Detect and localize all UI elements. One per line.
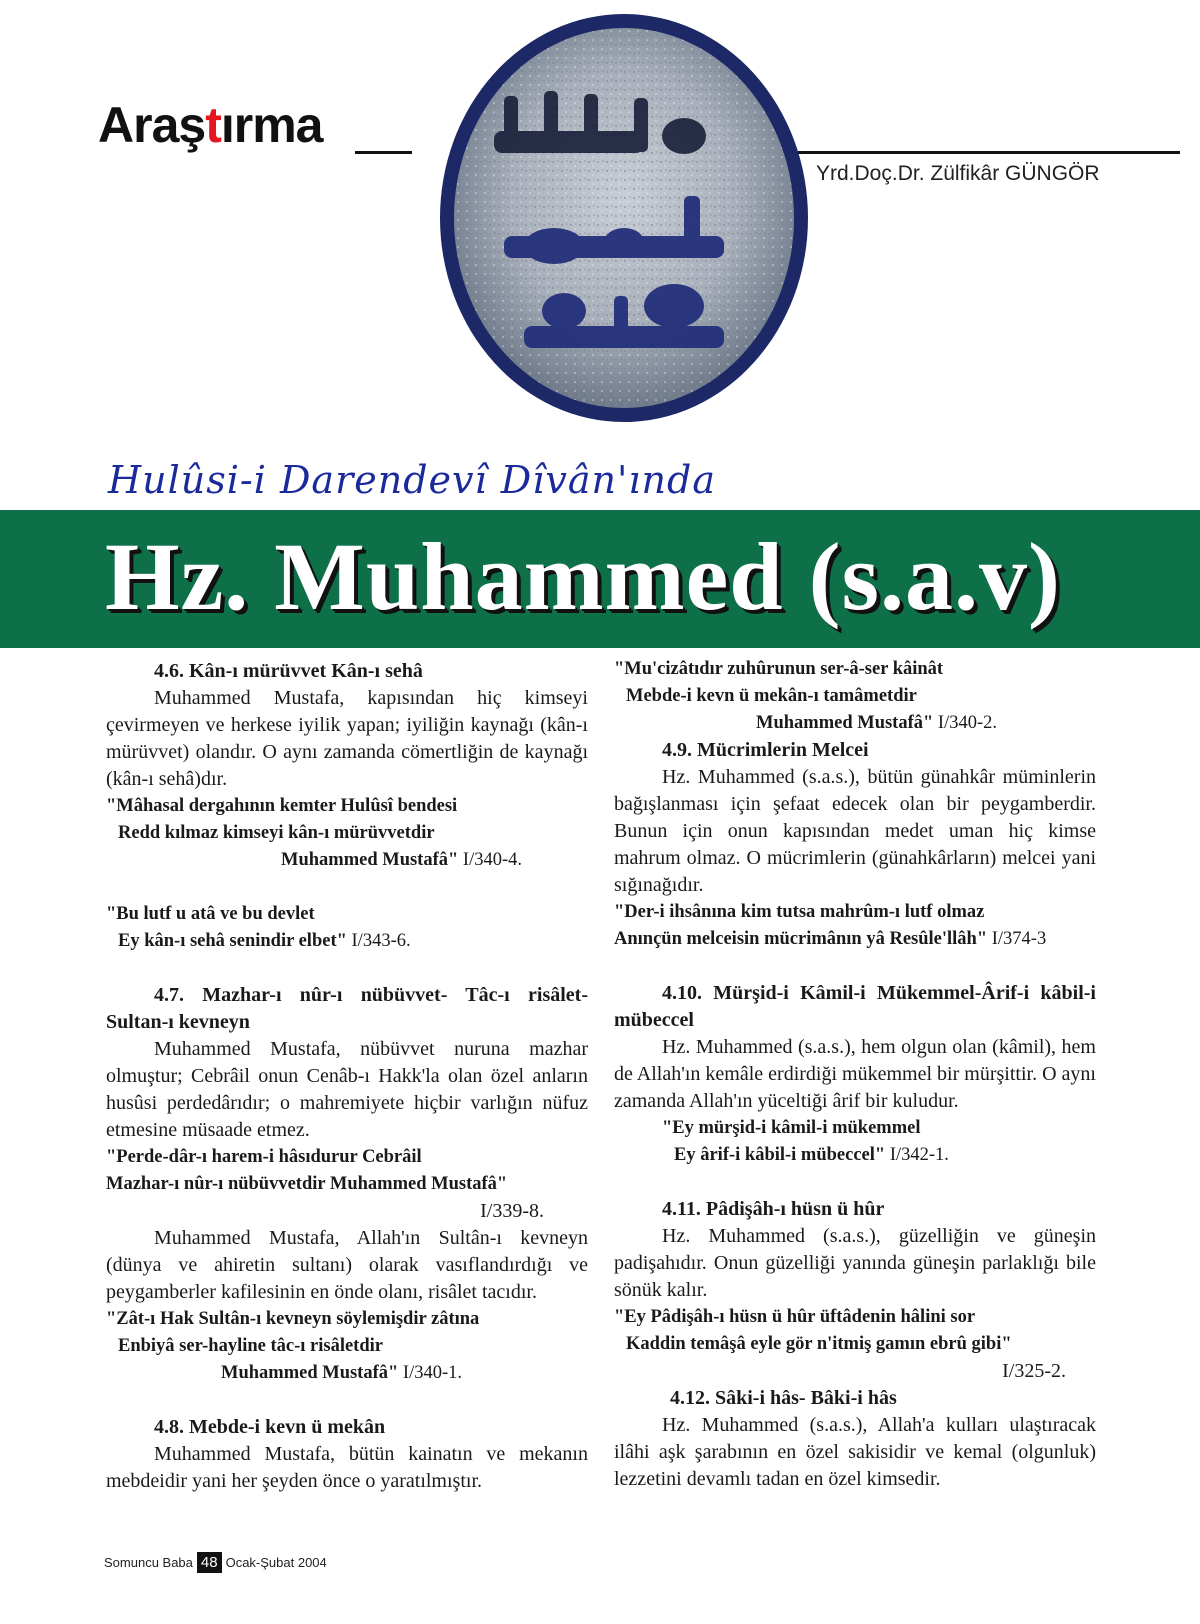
paragraph: Hz. Muhammed (s.a.s.), bütün günahkâr müminlerin bağışlanması için şefaat edecek olan bir peygamberdir. Bunun için onun kapısından medet uman hiç kimse mahrum olmaz. O mücrimlerin (günahkârların) melcei yani sığınağıdır. — [614, 766, 1096, 896]
quote-line: "Mâhasal dergahının kemter Hulûsî bendesi — [106, 796, 458, 816]
quote-line: Muhammed Mustafâ" I/340-4. — [281, 850, 522, 870]
right-column — [614, 656, 1096, 1493]
quote-line: Mazhar-ı nûr-ı nübüvvetdir Muhammed Mustafâ" — [106, 1174, 508, 1194]
quote-line: "Ey mürşid-i kâmil-i mükemmel — [662, 1118, 921, 1138]
section-heading: 4.8. Mebde-i kevn ü mekân — [154, 1416, 386, 1438]
quote-line: Ey ârif-i kâbil-i mübeccel" I/342-1. — [674, 1145, 949, 1165]
paragraph: Hz. Muhammed (s.a.s.), hem olgun olan (kâmil), hem de Allah'ın kemâle erdirdiği mükemmel bir mürşittir. O aynı zamanda Allah'ın yüceltiği ârif bir kuludur. — [614, 1036, 1096, 1112]
quote-line: "Der-i ihsânına kim tutsa mahrûm-ı lutf olmaz — [614, 902, 985, 922]
section-heading: 4.6. Kân-ı mürüvvet Kân-ı sehâ — [154, 660, 423, 682]
header-rule-right — [798, 151, 1180, 154]
issue-date: Ocak-Şubat 2004 — [225, 1555, 327, 1570]
quote-line: Mebde-i kevn ü mekân-ı tamâmetdir — [626, 686, 917, 706]
section-heading: 4.11. Pâdişâh-ı hüsn ü hûr — [662, 1198, 885, 1220]
quote-line: "Zât-ı Hak Sultân-ı kevneyn söylemişdir zâtına — [106, 1309, 480, 1329]
quote-line: "Mu'cizâtıdır zuhûrunun ser-â-ser kâinât — [614, 659, 944, 679]
paragraph: Muhammed Mustafa, Allah'ın Sultân-ı kevneyn (dünya ve ahiretin sultanı) olarak vasıflandırdığı ve peygamberler kafilesinin en önde olanı, risâlet tacıdır. — [106, 1227, 588, 1303]
paragraph: Muhammed Mustafa, nübüvvet nuruna mazhar olmuştur; Cebrâil onun Cenâb-ı Hakk'la olan özel anların husûsi perdedârıdır; o mahremiyete hiçbir varlığın nüfuz etmesine müsaade etmez. — [106, 1038, 588, 1141]
author-name: Yrd.Doç.Dr. Zülfikâr GÜNGÖR — [816, 162, 1100, 185]
page-number: 48 — [197, 1552, 222, 1573]
quote-line: "Perde-dâr-ı harem-i hâsıdurur Cebrâil — [106, 1147, 422, 1167]
paragraph: Hz. Muhammed (s.a.s.), güzelliğin ve güneşin padişahıdır. Onun güzelliği yanında güneşin parlaklığı bile sönük kalır. — [614, 1225, 1096, 1301]
quote-line: "Ey Pâdişâh-ı hüsn ü hûr üftâdenin hâlini sor — [614, 1307, 976, 1327]
left-column — [106, 658, 588, 1495]
quote-reference: I/343-6. — [351, 931, 411, 951]
quote-reference: I/325-2. — [1002, 1360, 1066, 1382]
paragraph: Muhammed Mustafa, kapısından hiç kimseyi çevirmeyen ve herkese iyilik yapan; iyiliğin kaynağı (kân-ı mürüvvet) olandır. O aynı zamanda cömertliğin de kaynağı (kân-ı sehâ)dır. — [106, 687, 588, 790]
header-rule-left — [355, 151, 412, 154]
quote-reference: I/340-2. — [937, 713, 997, 733]
section-heading: 4.9. Mücrimlerin Melcei — [662, 739, 869, 761]
quote-line: Kaddin temâşâ eyle gör n'itmiş gamın ebrû gibi" — [626, 1334, 1012, 1354]
quote-line: Redd kılmaz kimseyi kân-ı mürüvvetdir — [118, 823, 435, 843]
seal-image — [434, 6, 814, 426]
quote-reference: I/339-8. — [480, 1200, 544, 1222]
quote-line: Enbiyâ ser-hayline tâc-ı risâletdir — [118, 1336, 383, 1356]
section-heading: 4.12. Sâki-i hâs- Bâki-i hâs — [670, 1387, 897, 1409]
paragraph: Hz. Muhammed (s.a.s.), Allah'a kulları ulaştıracak ilâhi aşk şarabının en özel sakisidir ve kemal (olgunluk) lezzetini devamlı tadan en özel kimsedir. — [614, 1414, 1096, 1490]
section-heading: 4.7. Mazhar-ı nûr-ı nübüvvet- Tâc-ı risâlet- Sultan-ı kevneyn — [106, 984, 588, 1033]
quote-line: "Bu lutf u atâ ve bu devlet — [106, 904, 315, 924]
article-title: Hz. Muhammed (s.a.v) — [105, 523, 1061, 630]
paragraph: Muhammed Mustafa, bütün kainatın ve mekanın mebdeidir yani her şeyden önce o yaratılmıştır. — [106, 1443, 588, 1492]
quote-reference: I/374-3 — [991, 929, 1047, 949]
quote-line: Ey kân-ı sehâ senindir elbet" I/343-6. — [118, 931, 411, 951]
quote-line: Muhammed Mustafâ" I/340-2. — [756, 713, 997, 733]
magazine-name: Somuncu Baba — [104, 1555, 193, 1570]
section-label: Araştırma — [98, 97, 323, 153]
article-subtitle: Hulûsi-i Darendevî Dîvân'ında — [108, 458, 716, 502]
page-footer — [104, 1552, 327, 1573]
section-heading: 4.10. Mürşid-i Kâmil-i Mükemmel-Ârif-i kâbil-i mübeccel — [614, 982, 1096, 1031]
quote-reference: I/340-4. — [462, 850, 522, 870]
quote-reference: I/340-1. — [402, 1363, 462, 1383]
quote-line: Anınçün melceisin mücrimânın yâ Resûle'llâh" I/374-3 — [614, 929, 1047, 949]
quote-reference: I/342-1. — [889, 1145, 949, 1165]
quote-line: Muhammed Mustafâ" I/340-1. — [221, 1363, 462, 1383]
